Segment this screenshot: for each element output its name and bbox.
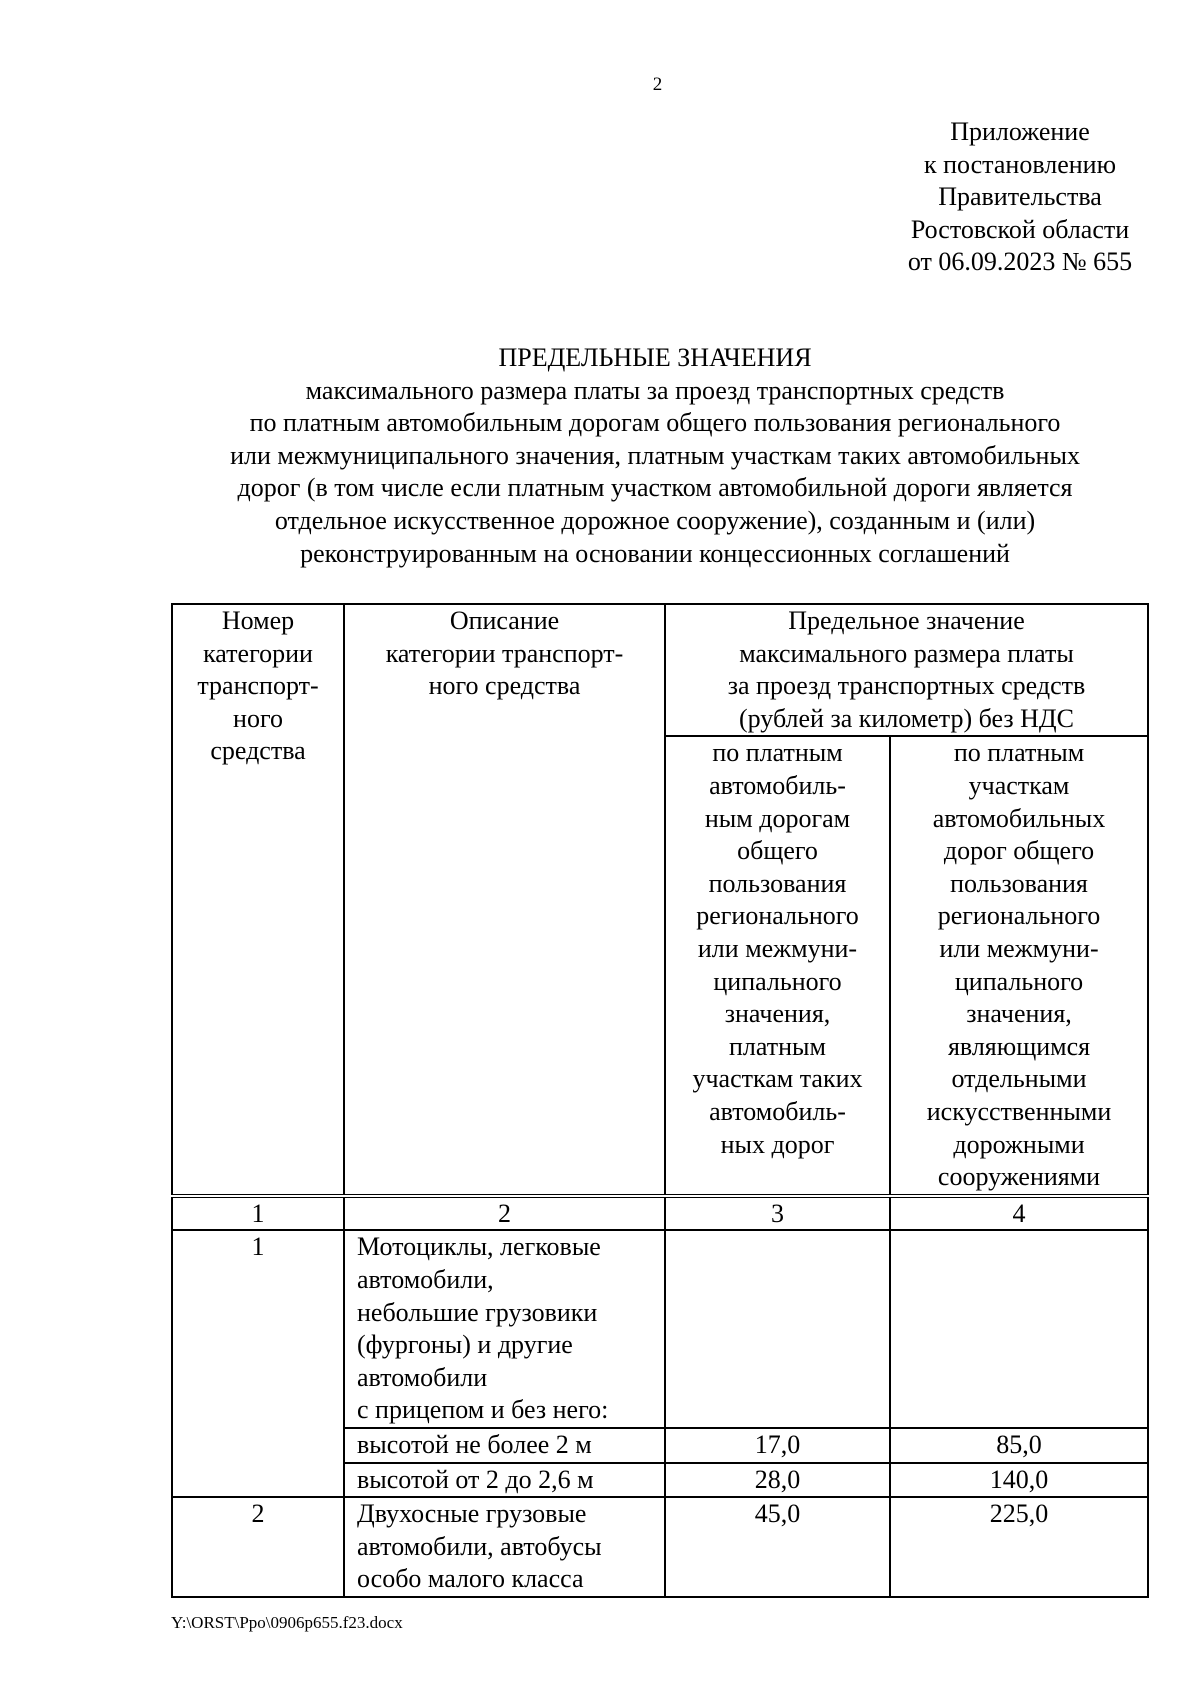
structure-value: 140,0 [890, 1463, 1148, 1498]
header-artificial-structures: по платным участкам автомобильных дорог общего пользования регионального или межмуни- ципального значения, являющимся отдельными искусственными дорожными сооружениями [890, 736, 1148, 1196]
limits-table [171, 603, 1149, 1598]
title-line: по платным автомобильным дорогам общего пользования регионального [249, 408, 1061, 438]
category-description: Двухосные грузовые автомобили, автобусы особо малого класса [344, 1497, 665, 1597]
title-line: или межмуниципального значения, платным участкам таких автомобильных [230, 440, 1080, 470]
column-number-row [172, 1196, 1148, 1230]
subcategory-description: высотой от 2 до 2,6 м [344, 1463, 665, 1498]
table-row [172, 1497, 1148, 1597]
category-description: Мотоциклы, легковые автомобили, небольшие грузовики (фургоны) и другие автомобили с прицепом и без него: [344, 1230, 665, 1428]
appendix-line: Приложение [950, 117, 1090, 146]
appendix-line: к постановлению [923, 149, 1117, 179]
file-path-footer: Y:\ORST\Ppo\0906p655.f23.docx [171, 1613, 403, 1632]
header-regional-roads: по платным автомобиль- ным дорогам общего пользования регионального или межмуни- ципального значения, платным участкам таких автомобиль- ных дорог [665, 736, 890, 1196]
column-number: 2 [344, 1196, 665, 1230]
regional-value: 17,0 [665, 1428, 890, 1463]
structure-value: 225,0 [890, 1497, 1148, 1597]
appendix-block [855, 116, 1185, 279]
empty-cell [890, 1230, 1148, 1428]
header-limit-value: Предельное значение максимального размера платы за проезд транспортных средств (рублей за километр) без НДС [665, 604, 1148, 736]
title-line: отдельное искусственное дорожное сооружение), созданным и (или) [274, 505, 1036, 535]
category-number: 2 [172, 1497, 344, 1597]
regional-value: 45,0 [665, 1497, 890, 1597]
empty-cell [665, 1230, 890, 1428]
column-number: 3 [665, 1196, 890, 1230]
title-line: реконструированным на основании концессионных соглашений [300, 538, 1010, 568]
regional-value: 28,0 [665, 1463, 890, 1498]
header-category-description: Описание категории транспорт- ного средства [344, 604, 665, 1196]
column-number: 1 [172, 1196, 344, 1230]
title-line: дорог (в том числе если платным участком автомобильной дороги является [237, 473, 1073, 503]
page-number: 2 [652, 74, 663, 95]
appendix-line: от 06.09.2023 № 655 [907, 247, 1133, 277]
column-number: 4 [890, 1196, 1148, 1230]
header-category-number: Номер категории транспорт- ного средства [172, 604, 344, 1196]
title-heading: ПРЕДЕЛЬНЫЕ ЗНАЧЕНИЯ [498, 343, 812, 372]
category-number: 1 [172, 1230, 344, 1497]
title-line: максимального размера платы за проезд транспортных средств [305, 375, 1005, 405]
document-title [150, 342, 1160, 570]
appendix-line: Правительства [938, 182, 1102, 212]
subcategory-description: высотой не более 2 м [344, 1428, 665, 1463]
appendix-line: Ростовской области [910, 214, 1130, 244]
table-row [172, 1230, 1148, 1428]
structure-value: 85,0 [890, 1428, 1148, 1463]
